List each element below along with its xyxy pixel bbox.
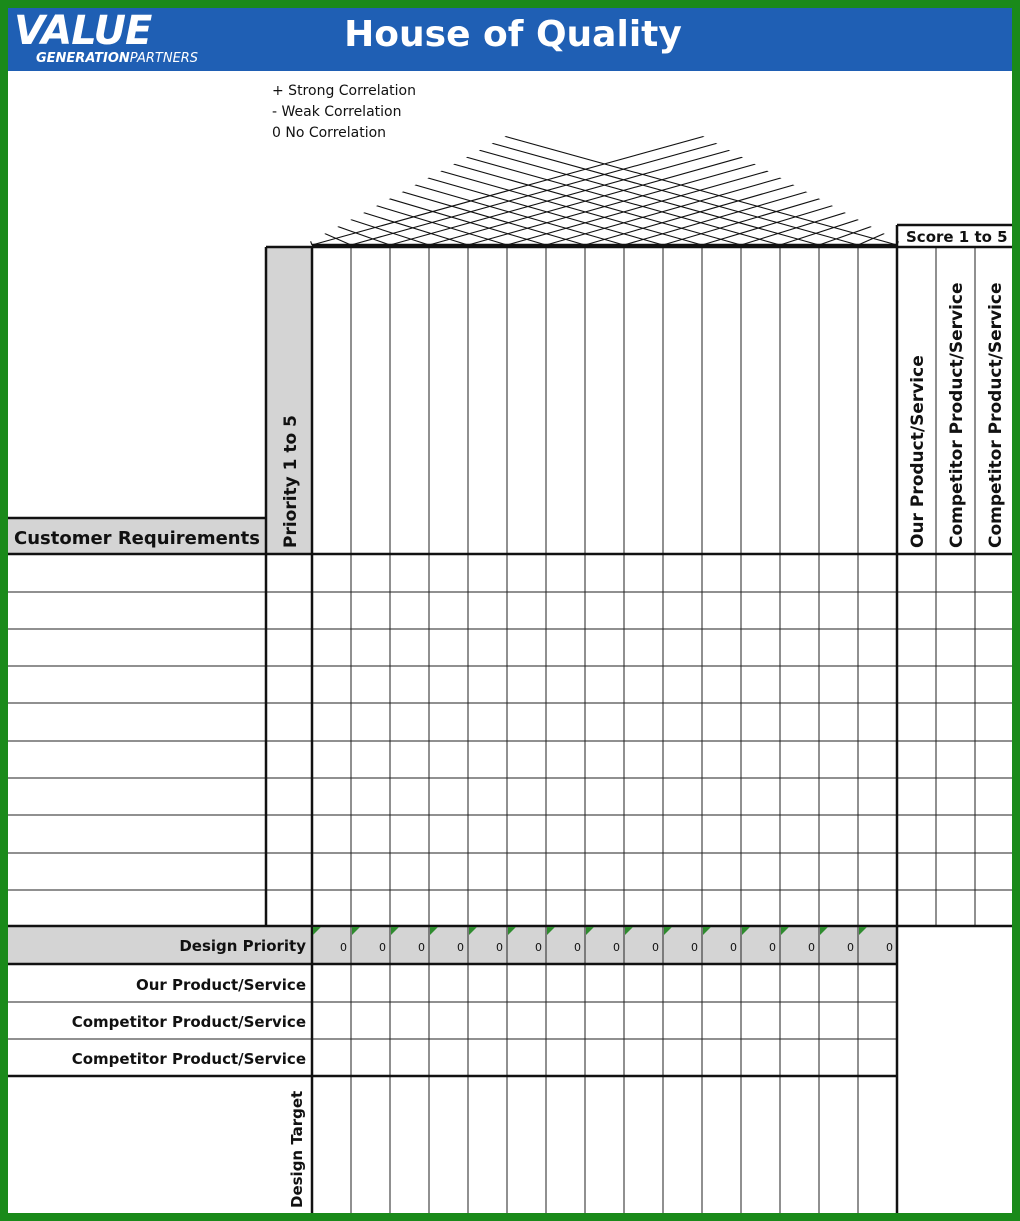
priority-header: Priority 1 to 5 <box>281 415 301 548</box>
design-priority-label: Design Priority <box>179 937 306 955</box>
design-priority-value: 0 <box>730 941 737 954</box>
design-priority-value: 0 <box>847 941 854 954</box>
customer-requirements-header: Customer Requirements <box>14 528 260 549</box>
design-priority-value: 0 <box>808 941 815 954</box>
roof-lattice-line <box>309 206 429 245</box>
design-priority-value: 0 <box>652 941 659 954</box>
benchmark-row-competitor-2: Competitor Product/Service <box>71 1050 306 1068</box>
roof-lattice-line <box>309 82 897 245</box>
design-priority-value: 0 <box>418 941 425 954</box>
design-priority-value: 0 <box>613 941 620 954</box>
design-target-label: Design Target <box>288 1090 306 1208</box>
benchmark-row-our: Our Product/Service <box>135 976 306 994</box>
roof-lattice-line <box>819 216 900 245</box>
design-priority-value: 0 <box>769 941 776 954</box>
design-priority-row-bg <box>8 926 897 964</box>
roof-lattice-line <box>309 134 702 245</box>
design-priority-value: 0 <box>496 941 503 954</box>
roof-lattice-line <box>702 185 900 245</box>
roof-lattice-line <box>309 103 819 245</box>
company-logo: VALUE <box>14 8 152 54</box>
design-priority-value: 0 <box>457 941 464 954</box>
score-column-our: Our Product/Service <box>908 355 928 548</box>
roof-lattice-line <box>624 165 900 245</box>
legend-weak: - Weak Correlation <box>272 104 402 120</box>
correlation-roof <box>309 82 900 245</box>
roof-lattice-line <box>390 103 900 245</box>
roof-lattice-line <box>309 216 390 245</box>
design-priority-value: 0 <box>574 941 581 954</box>
benchmark-row-competitor-1: Competitor Product/Service <box>71 1013 306 1031</box>
roof-lattice-line <box>309 165 585 245</box>
design-priority-value: 0 <box>886 941 893 954</box>
score-column-competitor-1: Competitor Product/Service <box>947 282 967 548</box>
score-column-competitor-2: Competitor Product/Service <box>986 282 1006 548</box>
roof-lattice-line <box>309 237 312 245</box>
company-logo-subtitle: GENERATIONPARTNERS <box>36 51 199 66</box>
roof-lattice-line <box>312 82 900 245</box>
qfd-matrix <box>8 8 1012 1213</box>
design-priority-value: 0 <box>535 941 542 954</box>
design-priority-value: 0 <box>691 941 698 954</box>
design-priority-value: 0 <box>379 941 386 954</box>
legend-none: 0 No Correlation <box>272 125 387 141</box>
score-header: Score 1 to 5 <box>906 228 1008 246</box>
roof-lattice-line <box>309 185 507 245</box>
legend-strong: + Strong Correlation <box>272 83 416 99</box>
roof-lattice-line <box>429 113 900 245</box>
page-title: House of Quality <box>344 14 682 55</box>
design-priority-value: 0 <box>340 941 347 954</box>
roof-lattice-line <box>309 113 780 245</box>
